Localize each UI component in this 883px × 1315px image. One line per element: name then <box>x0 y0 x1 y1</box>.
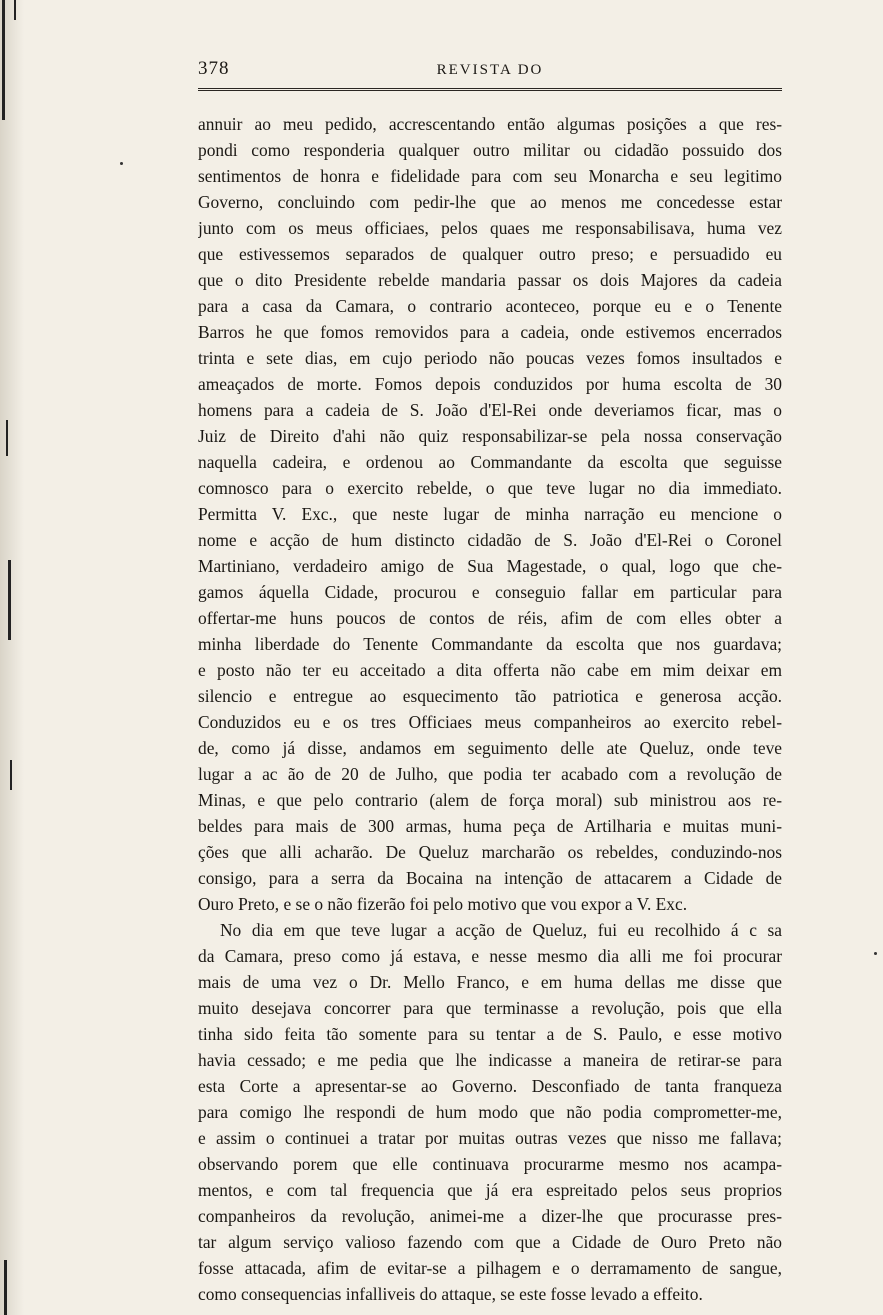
binding-edge <box>0 0 24 1315</box>
text-line: comnosco para o exercito rebelde, o que teve lugar no dia immediato. <box>198 478 782 498</box>
text-line: que o dito Presidente rebelde mandaria passar os dois Majores da cadeia <box>198 270 782 290</box>
text-line: junto com os meus officiaes, pelos quaes me responsabilisava, huma vez <box>198 218 782 238</box>
text-line: silencio e entregue ao esquecimento tão patriotica e generosa acção. <box>198 686 782 706</box>
text-line: e assim o continuei a tratar por muitas outras vezes que nisso me fallava; <box>198 1128 782 1148</box>
paragraph-start-line: No dia em que teve lugar a acção de Queluz, fui eu recolhido á c sa <box>220 920 782 940</box>
text-line: companheiros da revolução, animei-me a dizer-lhe que procurasse pres- <box>198 1206 782 1226</box>
text-line: tinha sido feita tão somente para su tentar a de S. Paulo, e esse motivo <box>198 1024 782 1044</box>
page-header <box>198 58 782 86</box>
text-line: fosse attacada, afim de evitar-se a pilhagem e o derramamento de sangue, <box>198 1258 782 1278</box>
text-line: que estivessemos separados de qualquer outro preso; e persuadido eu <box>198 244 782 264</box>
text-line: mentos, e com tal frequencia que já era espreitado pelos seus proprios <box>198 1180 782 1200</box>
text-line: para a casa da Camara, o contrario aconteceo, porque eu e o Tenente <box>198 296 782 316</box>
binding-shadow-mark <box>10 760 12 790</box>
text-line: Juiz de Direito d'ahi não quiz responsabilizar-se pela nossa conservação <box>198 426 782 446</box>
ink-speck <box>874 952 877 955</box>
text-line: Martiniano, verdadeiro amigo de Sua Magestade, o qual, logo que che- <box>198 556 782 576</box>
text-line: homens para a cadeia de S. João d'El-Rei onde deveriamos ficar, mas o <box>198 400 782 420</box>
page-number: 378 <box>198 58 230 79</box>
text-line: trinta e sete dias, em cujo periodo não poucas vezes fomos insultados e <box>198 348 782 368</box>
text-line: Permitta V. Exc., que neste lugar de minha narração eu mencione o <box>198 504 782 524</box>
text-line: para comigo lhe respondi de hum modo que não podia comprometter-me, <box>198 1102 782 1122</box>
text-line: havia cessado; e me pedia que lhe indicasse a maneira de retirar-se para <box>198 1050 782 1070</box>
text-line: tar algum serviço valioso fazendo com que a Cidade de Ouro Preto não <box>198 1232 782 1252</box>
text-line: Governo, concluindo com pedir-lhe que ao menos me concedesse estar <box>198 192 782 212</box>
paragraph-end-line: Ouro Preto, e se o não fizerão foi pelo motivo que vou expor a V. Exc. <box>198 894 688 914</box>
text-line: como consequencias infalliveis do attaque, se este fosse levado a effeito. <box>198 1284 703 1304</box>
binding-shadow-mark <box>6 420 8 456</box>
text-line: Minas, e que pelo contrario (alem de força moral) sub ministrou aos re- <box>198 790 782 810</box>
text-line: naquella cadeira, e ordenou ao Commandante da escolta que seguisse <box>198 452 782 472</box>
text-line: nome e acção de hum distincto cidadão de S. João d'El-Rei o Coronel <box>198 530 782 550</box>
binding-shadow-mark <box>4 1260 7 1315</box>
text-line: consigo, para a serra da Bocaina na intenção de attacarem a Cidade de <box>198 868 782 888</box>
binding-shadow-mark <box>14 0 16 20</box>
text-line: lugar a ac ão de 20 de Julho, que podia ter acabado com a revolução de <box>198 764 782 784</box>
header-rule <box>198 88 782 91</box>
text-line: beldes para mais de 300 armas, huma peça de Artilharia e muitas muni- <box>198 816 782 836</box>
text-line: mais de uma vez o Dr. Mello Franco, e em huma dellas me disse que <box>198 972 782 992</box>
text-line: pondi como responderia qualquer outro militar ou cidadão possuido dos <box>198 140 782 160</box>
body-text <box>198 111 782 1307</box>
text-line: ameaçados de morte. Fomos depois conduzidos por huma escolta de 30 <box>198 374 782 394</box>
text-line: muito desejava concorrer para que terminasse a revolução, pois que ella <box>198 998 782 1018</box>
text-line: Conduzidos eu e os tres Officiaes meus companheiros ao exercito rebel- <box>198 712 782 732</box>
binding-shadow-mark <box>8 560 11 640</box>
text-line: minha liberdade do Tenente Commandante da escolta que nos guardava; <box>198 634 782 654</box>
text-line: da Camara, preso como já estava, e nesse mesmo dia alli me foi procurar <box>198 946 782 966</box>
text-line: gamos áquella Cidade, procurou e conseguio fallar em particular para <box>198 582 782 602</box>
binding-shadow-mark <box>2 0 5 120</box>
text-line: esta Corte a apresentar-se ao Governo. Desconfiado de tanta franqueza <box>198 1076 782 1096</box>
text-line: observando porem que elle continuava procurarme mesmo nos acampa- <box>198 1154 782 1174</box>
running-head: REVISTA DO <box>436 62 544 78</box>
text-line: offertar-me huns poucos de contos de réis, afim de com elles obter a <box>198 608 782 628</box>
text-line: annuir ao meu pedido, accrescentando então algumas posições a que res- <box>198 114 782 134</box>
text-line: sentimentos de honra e fidelidade para com seu Monarcha e seu legitimo <box>198 166 782 186</box>
ink-speck <box>120 162 123 165</box>
text-line: e posto não ter eu acceitado a dita offerta não cabe em mim deixar em <box>198 660 782 680</box>
text-line: ções que alli acharão. De Queluz marcharão os rebeldes, conduzindo-nos <box>198 842 782 862</box>
text-line: de, como já disse, andamos em seguimento delle ate Queluz, onde teve <box>198 738 782 758</box>
text-line: Barros he que fomos removidos para a cadeia, onde estivemos encerrados <box>198 322 782 342</box>
